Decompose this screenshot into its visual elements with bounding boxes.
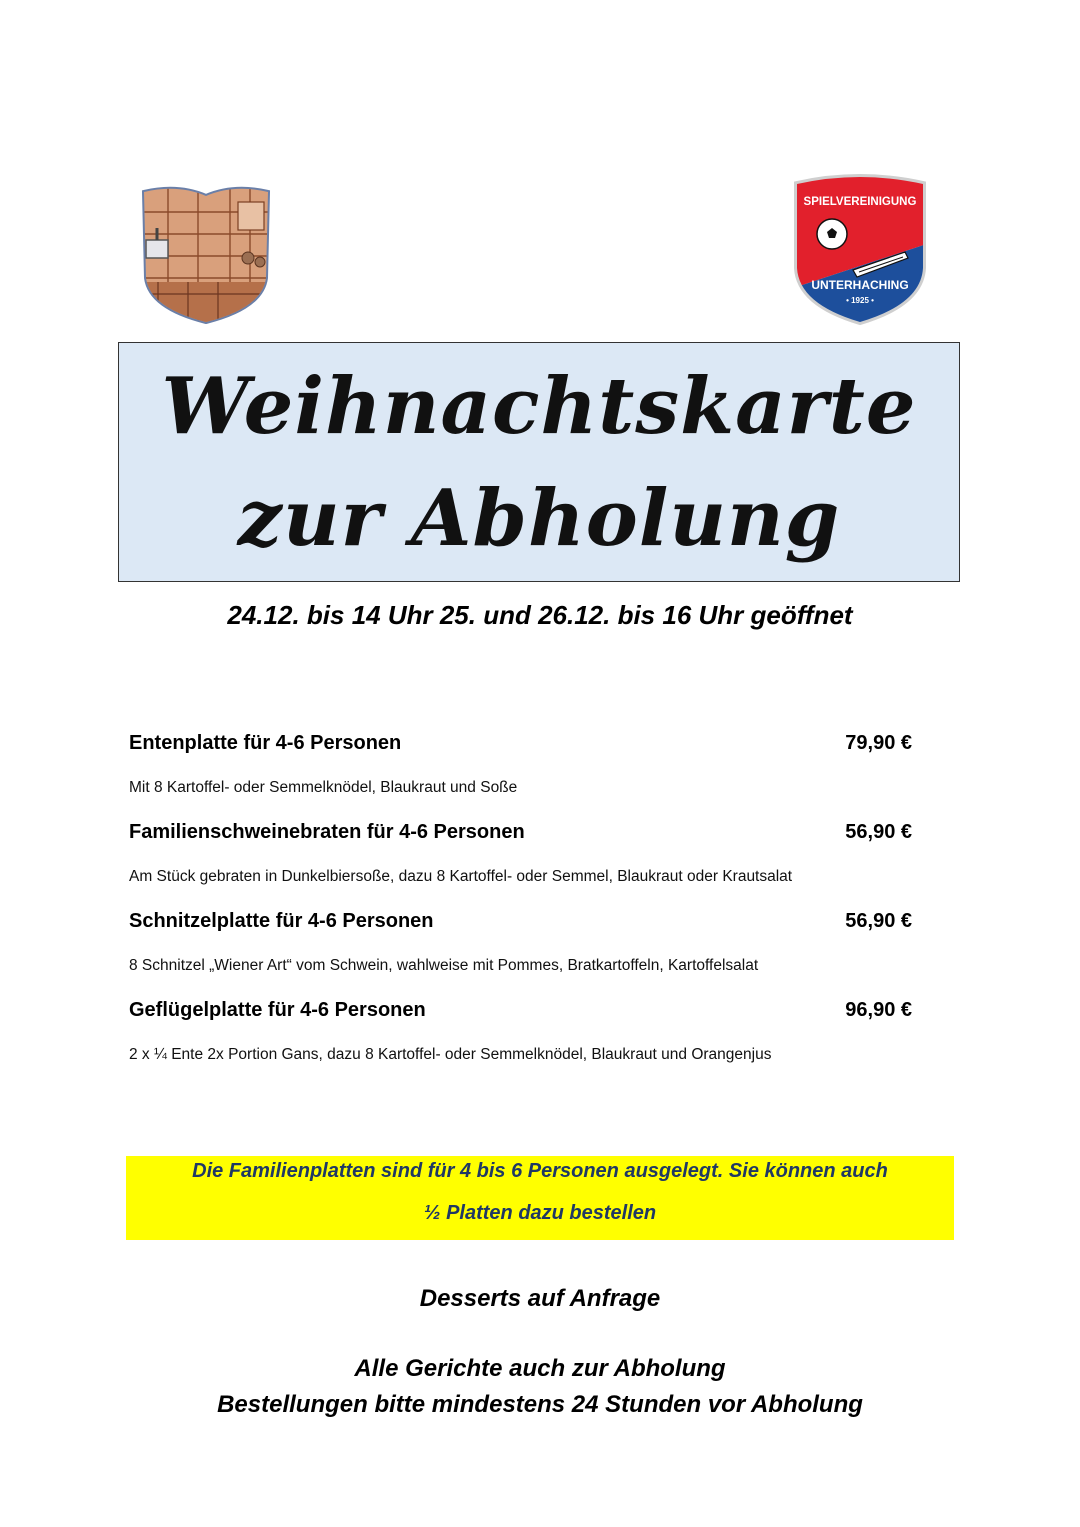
title-line-2: zur Abholung bbox=[237, 473, 841, 564]
club-year: • 1925 • bbox=[846, 296, 874, 305]
menu-item-description: 8 Schnitzel „Wiener Art“ vom Schwein, wahlweise mit Pommes, Bratkartoffeln, Kartoffelsalat bbox=[129, 957, 759, 974]
menu-item-description: Am Stück gebraten in Dunkelbiersoße, dazu 8 Kartoffel- oder Semmel, Blaukraut oder Krautsalat bbox=[129, 868, 793, 885]
pickup-note: Alle Gerichte auch zur Abholung bbox=[354, 1355, 726, 1382]
club-name-bottom: UNTERHACHING bbox=[811, 278, 909, 292]
menu-item-price: 79,90 € bbox=[845, 732, 912, 754]
menu-item-title: Familienschweinebraten für 4-6 Personen bbox=[129, 821, 525, 843]
club-crest-icon bbox=[787, 172, 933, 326]
family-platter-notice bbox=[126, 1156, 954, 1240]
title-box bbox=[118, 342, 960, 582]
menu-item-title: Entenplatte für 4-6 Personen bbox=[129, 732, 402, 754]
menu-item-price: 56,90 € bbox=[845, 910, 912, 932]
menu-item-description: 2 x ¼ Ente 2x Portion Gans, dazu 8 Kartoffel- oder Semmelknödel, Blaukraut und Orangenjus bbox=[129, 1046, 772, 1063]
notice-line-1: Die Familienplatten sind für 4 bis 6 Personen ausgelegt. Sie können auch bbox=[192, 1160, 888, 1182]
title-line-1: Weihnachtskarte bbox=[161, 361, 917, 452]
opening-hours: 24.12. bis 14 Uhr 25. und 26.12. bis 16 Uhr geöffnet bbox=[227, 600, 853, 630]
menu-item-price: 96,90 € bbox=[845, 999, 912, 1021]
menu-item-title: Schnitzelplatte für 4-6 Personen bbox=[129, 910, 434, 932]
menu-item-title: Geflügelplatte für 4-6 Personen bbox=[129, 999, 426, 1021]
menu-item-description: Mit 8 Kartoffel- oder Semmelknödel, Blaukraut und Soße bbox=[129, 779, 518, 796]
menu-item-price: 56,90 € bbox=[845, 821, 912, 843]
tavern-logo-icon bbox=[138, 182, 274, 326]
notice-line-2: ½ Platten dazu bestellen bbox=[423, 1202, 657, 1224]
club-name-top: SPIELVEREINIGUNG bbox=[803, 196, 917, 208]
desserts-note: Desserts auf Anfrage bbox=[419, 1285, 661, 1312]
order-note: Bestellungen bitte mindestens 24 Stunden vor Abholung bbox=[217, 1391, 863, 1418]
